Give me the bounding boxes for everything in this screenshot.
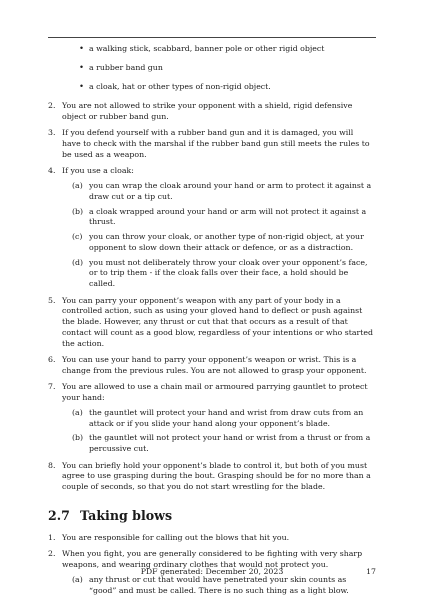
item-text: If you defend yourself with a rubber band gun and it is damaged, you will have to check with the marshal if the rubber band gun still meets the rules to be used as a weapon.	[62, 128, 370, 159]
page-number: 17	[366, 567, 376, 576]
sub-item-a	[62, 575, 374, 596]
item-number: 5.	[48, 295, 56, 305]
sub-item-label: (b)	[72, 206, 84, 216]
header-rule	[48, 37, 376, 38]
bullet-item: • a rubber band gun	[48, 63, 374, 74]
bullet-item: • a walking stick, scabbard, banner pole or other rigid object	[48, 44, 374, 55]
sub-item-a	[62, 181, 374, 202]
item-text: You are not allowed to strike your opponent with a shield, rigid defensive object or rubber band gun.	[62, 101, 353, 121]
sub-item-label: (b)	[72, 433, 84, 443]
item-number: 4.	[48, 166, 56, 176]
rule-item-8	[48, 461, 374, 493]
item-text: You can parry your opponent’s weapon with any part of your body in a controlled action, such as using your gloved hand to deflect or push against the blade. However, any thrust or cut that that occurs as a result of that contact will count as a good blow, regardless of your intentions or who started the action.	[62, 295, 373, 348]
sub-item-text: you must not deliberately throw your cloak over your opponent’s face, or to trip them - if the cloak falls over their face, a hold should be called.	[89, 257, 368, 289]
item-text: You can use your hand to parry your opponent’s weapon or wrist. This is a change from the previous rules. You are not allowed to grasp your opponent.	[62, 355, 367, 375]
sub-item-text: the gauntlet will not protect your hand or wrist from a thrust or from a percussive cut.	[89, 433, 371, 454]
sub-item-label: (a)	[72, 181, 83, 190]
rule-item-5	[48, 296, 374, 350]
sub-item-label: (d)	[72, 257, 84, 267]
item-number: 8.	[48, 460, 56, 470]
rule-item-7	[48, 382, 374, 455]
item-text: You are allowed to use a chain mail or armoured parrying gauntlet to protect your hand:	[62, 382, 368, 402]
section-number: 2.7	[48, 507, 70, 523]
sub-item-label: (a)	[72, 574, 83, 584]
page-body	[48, 44, 374, 602]
section-item-1	[48, 533, 374, 544]
sub-item-text: you can wrap the cloak around your hand or arm to protect it against a draw cut or a tip cut.	[89, 181, 372, 201]
item-number: 2.	[48, 101, 56, 110]
sub-item-text: you can throw your cloak, or another type of non-rigid object, at your opponent to slow down their attack or defence, or as a distraction.	[89, 232, 364, 252]
sub-item-text: the gauntlet will protect your hand and wrist from draw cuts from an attack or if you slide your hand along your opponent’s blade.	[89, 407, 364, 428]
item-number: 3.	[48, 128, 56, 138]
item-number: 2.	[48, 549, 56, 559]
item-text: You are responsible for calling out the blows that hit you.	[62, 532, 290, 542]
rule-item-4	[48, 166, 374, 290]
section-title: Taking blows	[80, 507, 173, 523]
rule-item-3	[48, 128, 374, 160]
sub-item-text: any thrust or cut that would have penetrated your skin counts as “good” and must be called. There is no such thing as a light blow.	[89, 574, 349, 595]
sub-item-label: (a)	[72, 407, 83, 417]
bullet-list	[48, 44, 374, 93]
item-number: 7.	[48, 382, 56, 392]
sub-item-d	[62, 258, 374, 290]
item-text: You can briefly hold your opponent’s blade to control it, but both of you must agree to use grasping during the bout. Grasping should be for no more than a couple of seconds, so that you do not start wrestling for the blade.	[62, 460, 371, 491]
item-text: When you fight, you are generally considered to be fighting with very sharp weapons, and wearing ordinary clothes that would not protect you.	[62, 549, 363, 569]
sub-item-c	[62, 232, 374, 253]
item-number: 1.	[48, 532, 56, 542]
sub-item-text: a cloak wrapped around your hand or arm will not protect it against a thrust.	[89, 206, 367, 227]
rule-item-2	[48, 101, 374, 122]
sub-item-a	[62, 408, 374, 429]
sub-item-label: (c)	[72, 232, 83, 242]
sub-item-b	[62, 433, 374, 454]
item-number: 6.	[48, 355, 56, 364]
item-text: If you use a cloak:	[62, 166, 134, 176]
section-heading	[48, 508, 374, 523]
sub-item-b	[62, 207, 374, 228]
generated-date: PDF generated: December 20, 2023	[140, 567, 284, 576]
bullet-item: • a cloak, hat or other types of non-rigid object.	[48, 82, 374, 93]
rule-item-6	[48, 355, 374, 376]
